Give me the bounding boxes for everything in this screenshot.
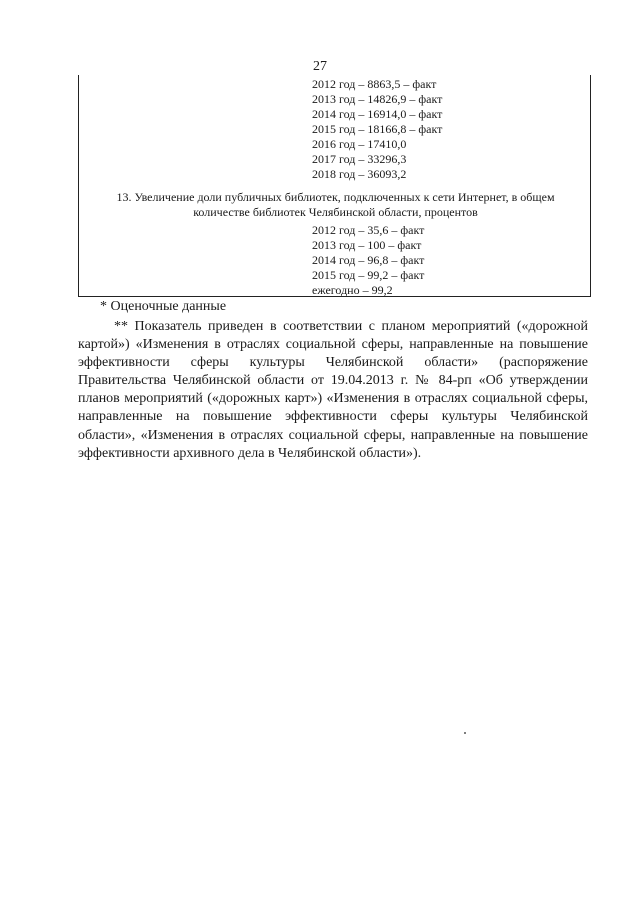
internet-row-2012: 2012 год – 35,6 – факт xyxy=(312,223,425,237)
internet-row-annual: ежегодно – 99,2 xyxy=(312,283,393,297)
scan-speck xyxy=(464,732,466,734)
value-row-2013: 2013 год – 14826,9 – факт xyxy=(312,92,443,106)
visitors-values-list xyxy=(312,77,442,182)
internet-row-2015: 2015 год – 99,2 – факт xyxy=(312,268,425,282)
value-row-2012: 2012 год – 8863,5 – факт xyxy=(312,77,437,91)
internet-row-2013: 2013 год – 100 – факт xyxy=(312,238,422,252)
internet-row-2014: 2014 год – 96,8 – факт xyxy=(312,253,425,267)
value-row-2015: 2015 год – 18166,8 – факт xyxy=(312,122,443,136)
value-row-2016: 2016 год – 17410,0 xyxy=(312,137,407,151)
footnote-source: ** Показатель приведен в соответствии с планом мероприятий («дорожной картой») «Изменения в отраслях социальной сферы, направленные на повышение эффективности сферы культуры Челябинской области» (распоряжение Правительства Челябинской области от 19.04.2013 г. № 84-рп «Об утверждении планов мероприятий («дорожных карт») «Изменения в отраслях социальной сферы, направленные на повышение эффективности сферы культуры Челябинской области», «Изменения в отраслях социальной сферы, направленные на повышение эффективности архивного дела в Челябинской области»). xyxy=(78,319,588,461)
indicator-13-line1: 13. Увеличение доли публичных библиотек, подключенных к сети Интернет, в общем xyxy=(116,190,555,204)
footnote-estimate: * Оценочные данные xyxy=(100,299,227,314)
value-row-2017: 2017 год – 33296,3 xyxy=(312,152,407,166)
internet-values-list xyxy=(312,223,424,298)
value-row-2018: 2018 год – 36093,2 xyxy=(312,167,407,181)
indicator-table xyxy=(78,75,591,297)
indicator-13-line2: количестве библиотек Челябинской области, процентов xyxy=(193,205,478,219)
value-row-2014: 2014 год – 16914,0 – факт xyxy=(312,107,443,121)
page-number: 27 xyxy=(313,59,327,74)
indicator-13-title xyxy=(79,190,592,220)
